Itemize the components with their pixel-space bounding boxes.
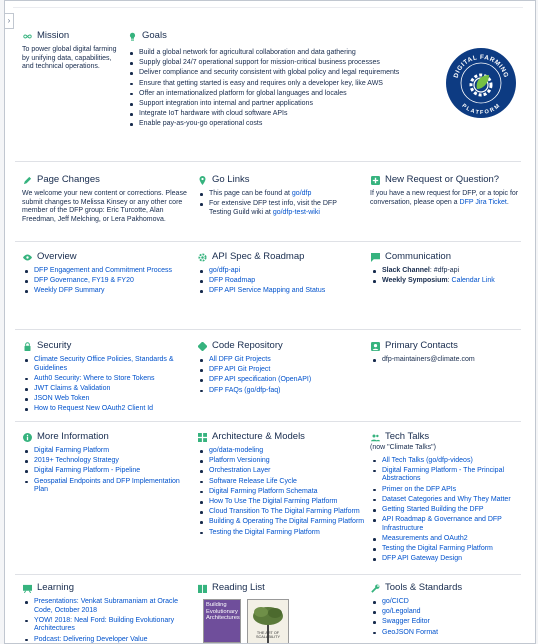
tech-talk-link[interactable]: Measurements and OAuth2 xyxy=(370,535,528,544)
api-spec-link[interactable]: DFP API Service Mapping and Status xyxy=(197,287,367,296)
weekly-label: Weekly Symposium xyxy=(382,277,448,285)
tech-talk-link[interactable]: Digital Farming Platform - The Principal Abstractions xyxy=(370,467,528,484)
more-info-link[interactable]: Geospatial Endpoints and DFP Implementation Plan xyxy=(22,478,190,495)
top-band xyxy=(13,1,523,8)
code-icon xyxy=(197,341,207,351)
more-info-title: More Information xyxy=(37,430,109,442)
pencil-icon xyxy=(22,175,32,185)
logo-top-text: DIGITAL FARMING xyxy=(452,53,510,79)
new-request-section xyxy=(370,175,528,207)
learning-title: Learning xyxy=(37,581,74,593)
slack-channel: : #dfp-api xyxy=(429,267,460,274)
learning-section xyxy=(22,583,190,644)
communication-section xyxy=(370,252,528,287)
grid-icon xyxy=(197,432,207,442)
tech-talks-section xyxy=(370,432,528,565)
divider xyxy=(15,574,521,575)
tools-list xyxy=(370,598,528,637)
chalkboard-icon xyxy=(22,583,32,593)
book-cover[interactable] xyxy=(203,599,241,643)
mission-section xyxy=(22,31,117,72)
wrench-icon xyxy=(370,583,380,593)
page-frame xyxy=(4,0,536,644)
overview-link[interactable]: DFP Governance, FY19 & FY20 xyxy=(22,277,192,286)
code-repo-link[interactable]: All DFP Git Projects xyxy=(197,356,367,365)
goals-section xyxy=(127,31,427,131)
goals-list xyxy=(127,49,427,129)
architecture-link[interactable]: go/data-modeling xyxy=(197,447,367,456)
contact-email: dfp-maintainers@climate.com xyxy=(370,356,528,365)
book-cover[interactable] xyxy=(247,599,289,644)
architecture-link[interactable]: How To Use The Digital Farming Platform xyxy=(197,498,367,507)
tech-talk-link[interactable]: API Roadmap & Governance and DFP Infrastructure xyxy=(370,516,528,533)
divider xyxy=(15,421,521,422)
architecture-link[interactable]: Digital Farming Platform Schemata xyxy=(197,488,367,497)
page-changes-title: Page Changes xyxy=(37,173,100,185)
communication-title: Communication xyxy=(385,250,451,262)
tools-link[interactable]: go/Legoland xyxy=(370,608,528,617)
tools-title: Tools & Standards xyxy=(385,581,463,593)
new-request-title: New Request or Question? xyxy=(385,173,500,185)
people-icon xyxy=(370,432,380,442)
tools-link[interactable]: GeoJSON Format xyxy=(370,629,528,638)
go-links-section xyxy=(197,175,357,219)
code-repo-link[interactable]: DFP API specification (OpenAPI) xyxy=(197,376,367,385)
go-links-list xyxy=(197,190,357,217)
overview-link[interactable]: Weekly DFP Summary xyxy=(22,287,192,296)
code-repo-link[interactable]: DFP API Git Project xyxy=(197,366,367,375)
new-request-suffix: . xyxy=(506,198,509,206)
tech-talk-link[interactable]: Testing the Digital Farming Platform xyxy=(370,545,528,554)
divider xyxy=(15,241,521,242)
tools-section xyxy=(370,583,528,639)
page-changes-section xyxy=(22,175,190,224)
architecture-link[interactable]: Testing the Digital Farming Platform xyxy=(197,529,367,538)
calendar-link[interactable]: Calendar Link xyxy=(451,277,495,285)
go-link-text: For extensive DFP test info, visit the DFP Testing Guild wiki at xyxy=(209,200,337,216)
code-repo-list xyxy=(197,356,367,395)
contacts-list xyxy=(370,356,528,365)
list-item xyxy=(197,190,357,199)
contact-card-icon xyxy=(370,341,380,351)
settings-icon xyxy=(197,252,207,262)
overview-section xyxy=(22,252,192,298)
architecture-link[interactable]: Orchestration Layer xyxy=(197,467,367,476)
overview-link[interactable]: DFP Engagement and Commitment Process xyxy=(22,267,192,276)
security-list xyxy=(22,356,192,414)
plus-icon xyxy=(370,175,380,185)
security-link[interactable]: JWT Claims & Validation xyxy=(22,385,192,394)
tech-talk-link[interactable]: All Tech Talks (go/dfp-videos) xyxy=(370,457,528,466)
api-spec-link[interactable]: go/dfp-api xyxy=(197,267,367,276)
page-changes-text: We welcome your new content or corrections. Please submit changes to Melissa Kinsey or any other core member of the DFP group: Eric Turcotte, Alan Freedman, Jeff Melching, or Lera Pakhomova. xyxy=(22,190,187,223)
learning-link[interactable]: Podcast: Delivering Developer Value xyxy=(22,636,190,644)
lightbulb-icon xyxy=(127,31,137,41)
goal-item: Build a global network for agricultural collaboration and data gathering xyxy=(127,49,427,58)
communication-list xyxy=(370,267,528,286)
learning-link[interactable]: Presentations: Venkat Subramaniam at Oracle Code, October 2018 xyxy=(22,598,190,615)
chat-bubble-icon xyxy=(370,252,380,262)
code-repo-section xyxy=(197,341,367,397)
tech-talk-link[interactable]: Primer on the DFP APIs xyxy=(370,486,528,495)
dfp-logo xyxy=(445,47,517,119)
eye-icon xyxy=(22,252,32,262)
architecture-title: Architecture & Models xyxy=(212,430,305,442)
go-links-title: Go Links xyxy=(212,173,250,185)
more-info-link[interactable]: 2019+ Technology Strategy xyxy=(22,457,190,466)
mission-title: Mission xyxy=(37,29,70,41)
sidebar-collapse-tab[interactable]: › xyxy=(5,13,14,29)
goal-item: Offer an internationalized platform for global languages and locales xyxy=(127,90,427,99)
goals-title: Goals xyxy=(142,29,167,41)
new-request-body: If you have a new request for DFP, or a topic for conversation, please open a xyxy=(370,190,519,206)
architecture-section xyxy=(197,432,367,539)
learning-link[interactable]: YOW! 2018: Neal Ford: Building Evolutionary Architectures xyxy=(22,617,190,634)
go-dfp-link[interactable]: go/dfp xyxy=(291,190,312,197)
security-link[interactable]: Auth0 Security: Where to Store Tokens xyxy=(22,375,192,384)
tech-talk-link[interactable]: DFP API Gateway Design xyxy=(370,555,528,564)
tech-talks-subtitle: (now "Climate Talks") xyxy=(370,444,436,451)
dfp-logo-graphic xyxy=(445,47,517,119)
list-item xyxy=(197,200,357,217)
goal-item: Supply global 24/7 operational support for mission-critical business processes xyxy=(127,59,427,68)
book-title: Building Evolutionary Architectures xyxy=(206,602,240,621)
security-link[interactable]: How to Request New OAuth2 Client Id xyxy=(22,405,192,414)
goal-item: Enable pay-as-you-go operational costs xyxy=(127,120,427,129)
infinity-icon xyxy=(22,31,32,41)
overview-list xyxy=(22,267,192,296)
architecture-link[interactable]: Cloud Transition To The Digital Farming Platform xyxy=(197,508,367,517)
more-info-link[interactable]: Digital Farming Platform xyxy=(22,447,190,456)
more-info-section xyxy=(22,432,190,496)
learning-list xyxy=(22,598,190,644)
jira-ticket-link[interactable]: DFP Jira Ticket xyxy=(459,198,507,206)
tech-talk-link[interactable]: Dataset Categories and Why They Matter xyxy=(370,496,528,505)
info-icon xyxy=(22,432,32,442)
mission-text: To power global digital farming by unifying data, capabilities, and technical operations. xyxy=(22,46,117,71)
reading-list-section xyxy=(197,583,367,598)
architecture-link[interactable]: Building & Operating The Digital Farming Platform xyxy=(197,518,367,527)
tools-link[interactable]: go/CICD xyxy=(370,598,528,607)
goal-item: Deliver compliance and security consistent with global policy and legal requirements xyxy=(127,69,427,78)
weekly-sep: : xyxy=(447,277,452,285)
code-repo-link[interactable]: DFP FAQs (go/dfp-faq) xyxy=(197,387,367,396)
tech-talk-link[interactable]: Getting Started Building the DFP xyxy=(370,506,528,515)
tech-talks-title: Tech Talks xyxy=(385,430,430,442)
slack-label: Slack Channel xyxy=(382,267,430,274)
logo-bottom-text: PLATFORM xyxy=(460,102,502,117)
divider xyxy=(15,161,521,162)
more-info-link[interactable]: Digital Farming Platform - Pipeline xyxy=(22,467,190,476)
contacts-title: Primary Contacts xyxy=(385,339,458,351)
list-item xyxy=(370,277,528,286)
security-link[interactable]: JSON Web Token xyxy=(22,395,192,404)
code-repo-title: Code Repository xyxy=(212,339,283,351)
reading-list-title: Reading List xyxy=(212,581,265,593)
api-spec-title: API Spec & Roadmap xyxy=(212,250,305,262)
go-link-text: This page can be found at xyxy=(209,190,292,197)
security-section xyxy=(22,341,192,416)
architecture-link[interactable]: Platform Versioning xyxy=(197,457,367,466)
security-link[interactable]: Climate Security Office Policies, Standards & Guidelines xyxy=(22,356,192,373)
goal-item: Support integration into internal and partner applications xyxy=(127,100,427,109)
lock-icon xyxy=(22,341,32,351)
contacts-section xyxy=(370,341,528,366)
location-pin-icon xyxy=(197,175,207,185)
security-title: Security xyxy=(37,339,72,351)
goal-item: Integrate IoT hardware with cloud software APIs xyxy=(127,110,427,119)
new-request-text xyxy=(370,190,528,207)
book-title: THE ART OF SCALABILITY xyxy=(255,631,281,639)
tech-talks-list xyxy=(370,457,528,564)
goal-item: Ensure that getting started is easy and requires only a developer key, like AWS xyxy=(127,80,427,89)
test-wiki-link[interactable]: go/dfp-test-wiki xyxy=(272,208,320,216)
more-info-list xyxy=(22,447,190,495)
architecture-link[interactable]: Software Release Life Cycle xyxy=(197,478,367,487)
divider xyxy=(15,329,521,330)
architecture-list xyxy=(197,447,367,537)
api-spec-link[interactable]: DFP Roadmap xyxy=(197,277,367,286)
api-spec-list xyxy=(197,267,367,296)
list-item xyxy=(370,267,528,276)
overview-title: Overview xyxy=(37,250,77,262)
api-spec-section xyxy=(197,252,367,298)
book-icon xyxy=(197,583,207,593)
tools-link[interactable]: Swagger Editor xyxy=(370,618,528,627)
